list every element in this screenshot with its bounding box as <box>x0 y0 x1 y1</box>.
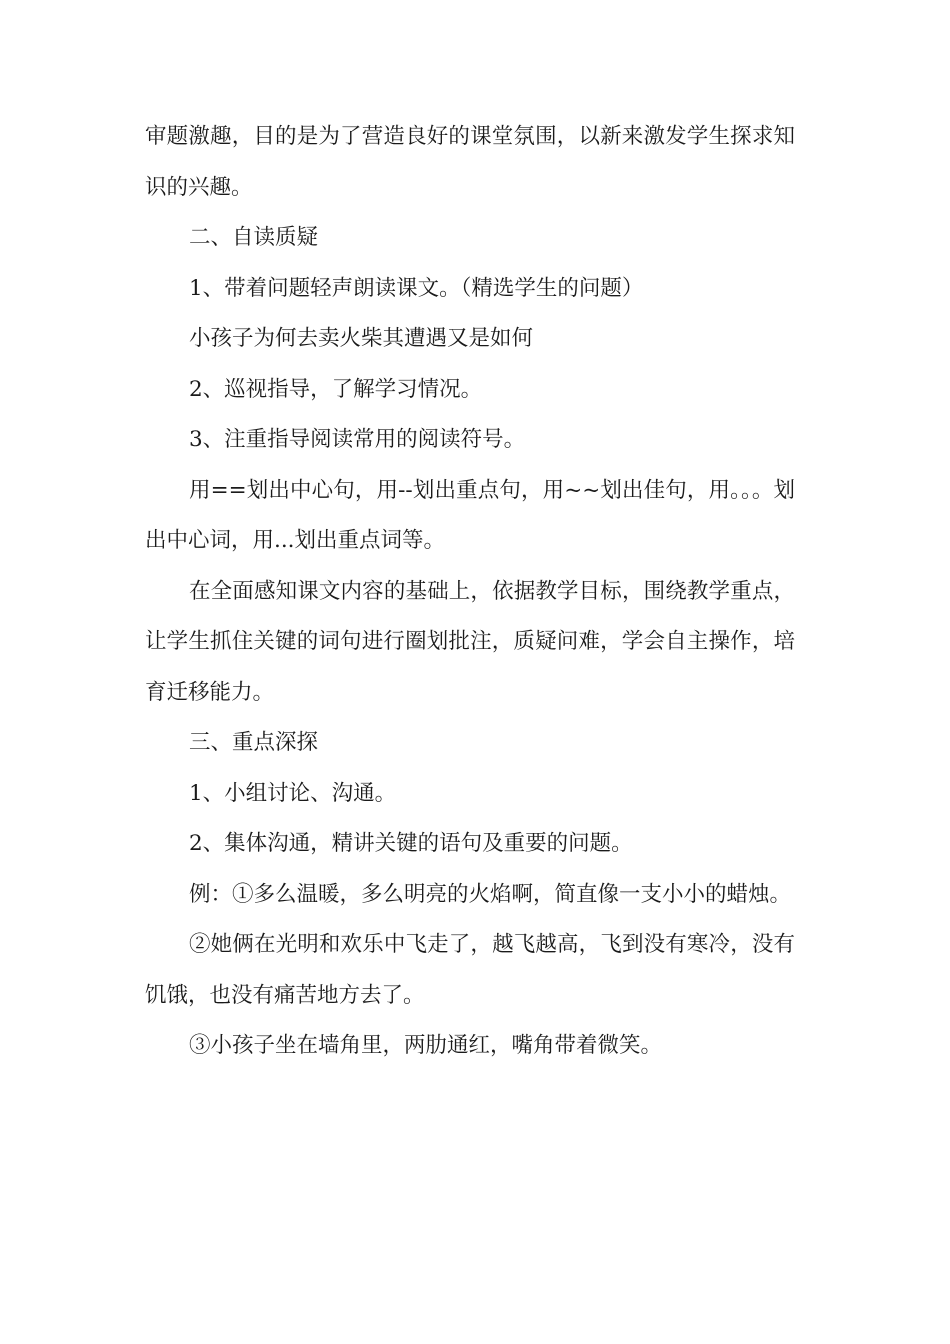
example-sentence-2: ②她俩在光明和欢乐中飞走了，越飞越高，飞到没有寒冷，没有饥饿，也没有痛苦地方去了。 <box>145 932 795 1008</box>
section-heading-self-reading: 二、自读质疑 <box>189 225 319 250</box>
example-sentence-1: 例：①多么温暖，多么明亮的火焰啊，简直像一支小小的蜡烛。 <box>189 881 792 907</box>
paragraph-perception: 在全面感知课文内容的基础上，依据教学目标，围绕教学重点，让学生抓住关键的词句进行圈划批注，质疑问难，学会自主操作，培育迁移能力。 <box>145 578 795 705</box>
list-item-reading-symbols: 3、注重指导阅读常用的阅读符号。 <box>189 427 526 452</box>
list-item-group-discussion: 1、小组讨论、沟通。 <box>189 780 397 806</box>
paragraph-symbol-usage: 用==划出中心句，用--划出重点句，用~~划出佳句，用。。。划出中心词，用...划出重点词等。 <box>145 477 795 553</box>
document-body <box>145 112 795 1072</box>
list-item-read-aloud: 1、带着问题轻声朗读课文。（精选学生的问题） <box>189 275 644 301</box>
paragraph-question: 小孩子为何去卖火柴其遭遇又是如何 <box>189 326 534 351</box>
section-heading-deep-exploration: 三、重点深探 <box>189 730 319 755</box>
example-sentence-3: ③小孩子坐在墙角里，两肋通红，嘴角带着微笑。 <box>189 1033 663 1058</box>
list-item-collective-communication: 2、集体沟通，精讲关键的语句及重要的问题。 <box>189 831 633 856</box>
paragraph-intro-continuation: 审题激趣，目的是为了营造良好的课堂氛围，以新来激发学生探求知识的兴趣。 <box>145 124 795 200</box>
list-item-patrol-guidance: 2、巡视指导，了解学习情况。 <box>189 376 483 402</box>
